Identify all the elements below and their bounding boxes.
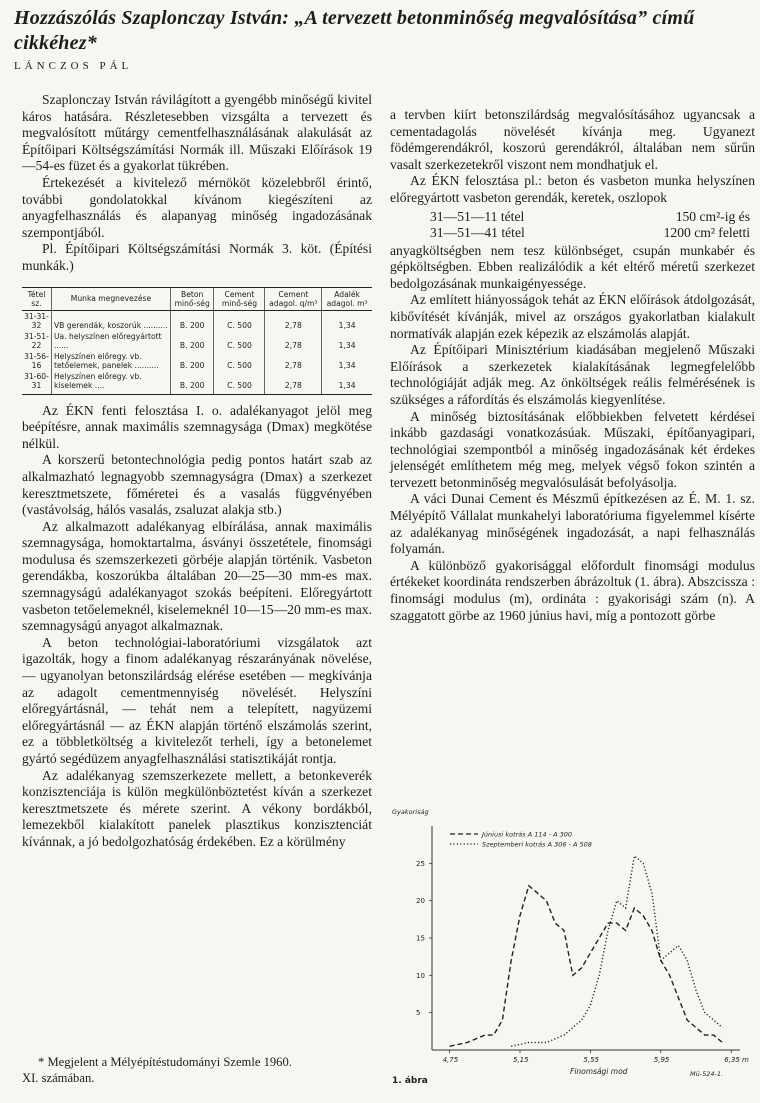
col-header: Tétel sz. [22,287,51,310]
figure-1 [390,800,755,1090]
cell-adagol: 2,78 [265,310,322,331]
figure-stamp: Mü-524-1. [690,1070,724,1078]
paragraph: Pl. Építőipari Költségszámítási Normák 3. köt. (Építési munkák.) [22,241,372,273]
list-item [430,225,750,241]
chart-series [450,856,723,1046]
table-row [22,331,372,351]
x-tick-label: 6,35 m [724,1056,749,1064]
cell-cement: C. 500 [214,371,265,395]
cell-adalek: 1,34 [322,310,372,331]
paragraph: a tervben kiírt betonszilárdság megvalósításához ugyancsak a cementadagolás növelését kívánja meg. Ugyanezt födémgerendákról, koszorú gerendákról, általában nem sűrűn vasalt szerkezetekről viszont nem mondhatjuk el. [390,107,755,172]
col-header: Munka megnevezése [51,287,170,310]
col-header: Cement minő-ség [214,287,265,310]
paragraph: Szaplonczay István rávilágított a gyengébb minőségű kivitel káros hatására. Részletesebben vizsgálta a tervezett és megvalósított műtárgy cementfelhasználásának alakulását az Építőipari Költségszámítási Normák ill. Műszaki Előírások 19—54-es füzet és a gyakorlat tükrében. [22,92,372,174]
paragraph: A különböző gyakorisággal előfordult finomsági modulus értékeket koordináta rendszerben ábrázoltuk (1. ábra). Abszcissza : finomsági modulus (m), ordináta : gyakorisági szám (n). A szaggatott görbe az 1960 június havi, míg a pontozott görbe [390,557,755,623]
footnote-line: * Megjelent a Mélyépítéstudományi Szemle 1960. [38,1055,292,1069]
item-list [430,209,750,241]
paragraph: Értekezését a kivitelező mérnököt közelebbről érintő, további gondolatokkal kívánom kiegészíteni az anyagfelhasználás és alapanyag minőség ingadozásának szempontjából. [22,174,372,240]
legend-entry: Júniusi kotrás A 114 - A 300 [482,830,573,839]
article-title: Hozzászólás Szaplonczay István: „A tervezett betonminőség megvalósítása” című cikkéhez* [14,7,695,54]
paragraph: Az említett hiányosságok tehát az ÉKN előírások átdolgozását, kibővítését kívánják, mivel az országos gyakorlatban kialakult normatívák alapján ezek képezik az elszámolás alapját. [390,292,755,341]
y-tick-label: 25 [416,859,425,868]
cell-adagol: 2,78 [265,371,322,395]
col-header: Cement adagol. q/m³ [265,287,322,310]
x-tick-label: 5,15 [513,1056,529,1064]
cell-tetel: 31-31-32 [24,311,49,330]
cell-beton: B. 200 [170,331,214,351]
cell-adalek: 1,34 [322,371,372,395]
list-item [430,209,750,225]
y-tick-label: 15 [416,934,425,943]
legend-entry: Szeptemberi kotrás A 306 - A 508 [482,840,592,849]
cell-beton: B. 200 [170,371,214,395]
cell-cement: C. 500 [214,351,265,371]
x-tick-label: 5,55 [583,1056,599,1064]
col-header: Beton minő-ség [170,287,214,310]
cell-adagol: 2,78 [265,331,322,351]
cell-cement: C. 500 [214,331,265,351]
left-column [22,92,372,851]
cell-munka: Helyszínen előregy. vb. tetőelemek, panelek .......... [51,351,170,371]
cell-tetel: 31-60-31 [22,371,51,395]
paragraph: Az Építőipari Minisztérium kiadásában megjelenő Műszaki Előírások a szerkezetek kialakításának legmegfelelőbb technológiáját adják meg. Az önköltségek reális felmérésének is szükséges a ráfordítás és elszámolás kiegyenlítése. [390,342,755,407]
chart-labels [392,808,749,1078]
cell-beton: B. 200 [170,310,214,331]
norm-table [22,287,372,395]
paragraph: Az alkalmazott adalékanyag elbírálása, annak maximális szemnagysága, homoktartalma, ásványi összetétele, finomsági modulusa és szemszerkezeti görbéje alapján történik. Vasbeton gerendákba, koszorúkba általában 20—25—30 mm-es max. szemnagyságú adalékanyagot szokás beépíteni. Előregyártott vasbeton tetőelemeknél, kiselemeknél 10—15—20 mm-es max. szemnagyságú anyagot alkalmaznak. [22,518,372,634]
item-code: 31—51—11 tétel [430,208,525,224]
col-header: Adalék adagol. m³ [322,287,372,310]
series-line-september [511,856,722,1046]
x-tick-label: 4,75 [442,1056,459,1064]
cell-adagol: 2,78 [265,351,322,371]
paragraph: A váci Dunai Cement és Mészmű építkezésen az É. M. 1. sz. Mélyépítő Vállalat munkahelyi laboratóriuma figyelemmel kísérte az adalékanyag minőségének ingadozását, a napi felhasználás folyamán. [390,491,755,557]
table-row [22,310,372,331]
paragraph: anyagköltségben nem tesz különbséget, csupán munkabér és gépköltségben. Ebben realizálódik a két eltérő méretű szerkezet bedolgozásának munkaigényessége. [390,242,755,291]
cell-tetel: 31-56-16 [24,351,49,370]
cell-adalek: 1,34 [322,351,372,371]
frequency-chart [390,800,755,1078]
x-axis-label: Finomsági mod [570,1067,628,1076]
y-tick-label: 10 [416,971,425,980]
paragraph: A beton technológiai-laboratóriumi vizsgálatok azt igazolták, hogy a finom adalékanyag részarányának növelése, — ugyanolyan betonszilárdság elérése esetében — megkívánja az adagolt cementmennyiség növelését. Helyszíni előregyártásnál, — tehát nem a telepített, nagyüzemi előregyártásnál — az ÉKN alapján történő elszámolás szerint, ez a többletköltség a kivitelezőt terheli, így a betonelemet gyártó segédüzem anyagfelhasználási statisztikáját rontja. [22,634,372,766]
item-desc: 1200 cm² feletti [663,224,750,240]
cell-cement: C. 500 [214,310,265,331]
paragraph: Az ÉKN felosztása pl.: beton és vasbeton munka helyszínen előregyártott vasbeton gerendák, keretek, oszlopok [390,173,755,205]
cell-tetel: 31-51-22 [24,331,49,350]
item-desc: 150 cm²-ig és [675,208,750,224]
cell-munka: Ua. helyszínen előregyártott ...... [51,331,170,351]
author-name: LÁNCZOS PÁL [14,60,133,72]
y-tick-label: 20 [416,897,425,906]
y-axis-label: Gyakoriság [392,808,429,816]
cell-munka: Helyszínen előregy. vb. kiselemek .... [51,371,170,395]
y-tick-label: 5 [416,1009,421,1018]
cell-munka: VB gerendák, koszorúk .......... [51,310,170,331]
item-code: 31—51—41 tétel [430,224,525,240]
cell-beton: B. 200 [170,351,214,371]
footnote-line: XI. számában. [22,1071,95,1085]
table-row [22,371,372,395]
paragraph: A minőség biztosításának előbbiekben felvetett kérdései inkább gazdasági vonatkozásúak. Műszaki, építőanyagipari, technológiai szempontból a minőség ingadozásának két érdekes jelenségét említhetem még meg, melyek végső fokon szintén a tervezett betonminőség megvalósulását befolyásolja. [390,408,755,490]
right-column [390,107,755,624]
footnote [22,1054,372,1086]
paragraph: Az ÉKN fenti felosztása I. o. adalékanyagot jelöl meg beépítésre, annak maximális szemnagysága (Dmax) megkötése nélkül. [22,402,372,451]
figure-caption: 1. ábra [392,1076,428,1086]
paragraph: A korszerű betontechnológia pedig pontos határt szab az alkalmazható legnagyobb szemnagyságra (Dmax) a szerkezet keresztmetszete, főméretei és a vasalás függvényében (vastávolság, hálós vasalás, zsaluzat alakja stb.) [22,452,372,518]
paragraph: Az adalékanyag szemszerkezete mellett, a betonkeverék konzisztenciája is külön megkülönböztetést kíván a szerkezet keresztmetszete és mérete szerint. A vékony bordákból, lemezekből kialakított panelek plasztikus konzisztenciát kívánnak, a jó bedolgozhatóság érdekében. Ez a körülmény [22,767,372,849]
cell-adalek: 1,34 [322,331,372,351]
table-row [22,351,372,371]
series-line-june [450,886,723,1047]
chart-axes [429,826,740,1053]
x-tick-label: 5,95 [653,1056,670,1064]
